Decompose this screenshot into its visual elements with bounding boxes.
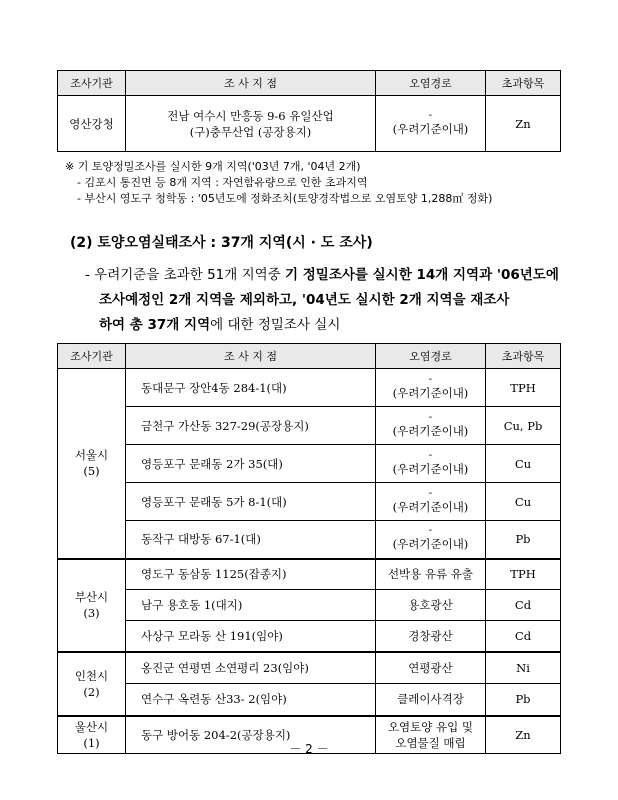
site-cell: 연수구 옥련동 산33- 2(임야): [126, 684, 376, 716]
exceed-cell: Cd: [486, 590, 561, 621]
section-heading: (2) 토양오염실태조사 : 37개 지역(시 · 도 조사): [70, 235, 373, 251]
exceed-cell: Pb: [486, 521, 561, 559]
header-exceed: 초과항목: [486, 71, 561, 96]
site-cell: 영등포구 문래동 2가 35(대): [126, 445, 376, 483]
site-cell: [126, 96, 376, 152]
route-line-1: 오염토양 유입 및: [387, 719, 474, 734]
route-cell: 용호광산: [376, 590, 486, 621]
table-row: [58, 521, 561, 559]
exceed-cell: Zn: [486, 716, 561, 754]
site-cell: 옹진군 연평면 소연평리 23(임야): [126, 652, 376, 684]
header-site: 조 사 지 점: [126, 71, 376, 96]
route-cell: 경창광산: [376, 621, 486, 652]
route-cell: 연평광산: [376, 652, 486, 684]
site-cell: 영도구 동삼동 1125(잡종지): [126, 559, 376, 590]
note-line: - 부산시 영도구 청학동 : '05년도에 정화조치(토양경작법으로 오염토양 1,288㎥ 정화): [77, 192, 493, 205]
para-bold-text: 하여 총 37개 지역: [99, 317, 211, 333]
page-number: － 2 －: [289, 742, 329, 756]
body-paragraph: [85, 263, 565, 338]
exceed-cell: Pb: [486, 684, 561, 716]
agency-name: 울산시: [74, 719, 109, 734]
route-dash: -: [428, 525, 433, 537]
agency-count: (1): [83, 735, 100, 750]
note-line: - 김포시 통진면 등 8개 지역 : 자연함유량으로 인한 초과지역: [77, 176, 368, 189]
header-agency: 조사기관: [58, 344, 126, 369]
exceed-cell: Zn: [486, 96, 561, 152]
site-cell: 남구 용호동 1(대지): [126, 590, 376, 621]
agency-cell-busan: [58, 559, 126, 652]
route-dash: -: [428, 411, 433, 423]
table-row: [58, 621, 561, 652]
table-row: [58, 483, 561, 521]
agency-name: 서울시: [74, 448, 109, 463]
exceed-cell: Cd: [486, 621, 561, 652]
exceed-cell: Cu, Pb: [486, 407, 561, 445]
agency-name: 인천시: [74, 668, 109, 683]
para-bold-text: 기 정밀조사를 실시한 14개 지역과 '06년도에: [285, 267, 559, 283]
route-cell: [376, 483, 486, 521]
note-line: ※ 기 토양정밀조사를 실시한 9개 지역('03년 7개, '04년 2개): [65, 160, 361, 173]
route-cell: [376, 369, 486, 407]
table-header-row: [58, 344, 561, 369]
survey-table-2: [57, 343, 561, 754]
header-site: 조 사 지 점: [126, 344, 376, 369]
site-line-2: (구)충무산업 (공장용지): [189, 124, 312, 139]
para-bold-text: 조사예정인 2개 지역을 제외하고, '04년도 실시한 2개 지역을 재조사: [99, 292, 510, 308]
exceed-cell: TPH: [486, 559, 561, 590]
route-cell: [376, 407, 486, 445]
route-line-2: 오염물질 매립: [395, 735, 466, 750]
agency-cell: 영산강청: [58, 96, 126, 152]
agency-count: (2): [83, 684, 100, 699]
agency-count: (5): [83, 464, 100, 479]
exceed-cell: Cu: [486, 445, 561, 483]
site-cell: 동작구 대방동 67-1(대): [126, 521, 376, 559]
route-dash: -: [428, 449, 433, 461]
route-text: (우려기준이내): [392, 121, 469, 136]
header-route: 오염경로: [376, 344, 486, 369]
table-row: [58, 559, 561, 590]
table-row: [58, 369, 561, 407]
site-cell: 동구 방어동 204-2(공장용지): [126, 716, 376, 754]
exceed-cell: Cu: [486, 483, 561, 521]
route-dash: -: [428, 487, 433, 499]
table-row: [58, 652, 561, 684]
route-dash: -: [428, 373, 433, 385]
site-cell: 동대문구 장안4동 284-1(대): [126, 369, 376, 407]
route-text: (우려기준이내): [392, 499, 469, 514]
notes: [65, 159, 492, 207]
para-text: 에 대한 정밀조사 실시: [210, 317, 341, 333]
header-agency: 조사기관: [58, 71, 126, 96]
route-text: (우려기준이내): [392, 537, 469, 552]
table-row: [58, 590, 561, 621]
site-cell: 금천구 가산동 327-29(공장용지): [126, 407, 376, 445]
route-text: (우려기준이내): [392, 461, 469, 476]
exceed-cell: TPH: [486, 369, 561, 407]
header-exceed: 초과항목: [486, 344, 561, 369]
table-row: [58, 96, 561, 152]
header-route: 오염경로: [376, 71, 486, 96]
agency-name: 부산시: [74, 590, 109, 604]
para-text: - 우려기준을 초과한 51개 지역중: [85, 267, 285, 283]
table-row: [58, 445, 561, 483]
site-cell: 영등포구 문래동 5가 8-1(대): [126, 483, 376, 521]
table-header-row: [58, 71, 561, 96]
route-text: (우려기준이내): [392, 423, 469, 438]
route-text: (우려기준이내): [392, 385, 469, 400]
agency-count: (3): [83, 606, 100, 620]
route-dash: -: [428, 109, 433, 121]
route-cell: 선박용 유류 유출: [376, 559, 486, 590]
agency-cell-incheon: [58, 652, 126, 716]
route-cell: [376, 445, 486, 483]
agency-cell-seoul: [58, 369, 126, 559]
site-cell: 사상구 모라동 산 191(임야): [126, 621, 376, 652]
route-cell: [376, 96, 486, 152]
route-cell: [376, 521, 486, 559]
table-row: [58, 684, 561, 716]
route-cell: 클레이사격장: [376, 684, 486, 716]
exceed-cell: Ni: [486, 652, 561, 684]
table-row: [58, 407, 561, 445]
survey-table-1: [57, 70, 561, 152]
site-line-1: 전남 여수시 만흥동 9-6 유일산업: [167, 108, 334, 123]
